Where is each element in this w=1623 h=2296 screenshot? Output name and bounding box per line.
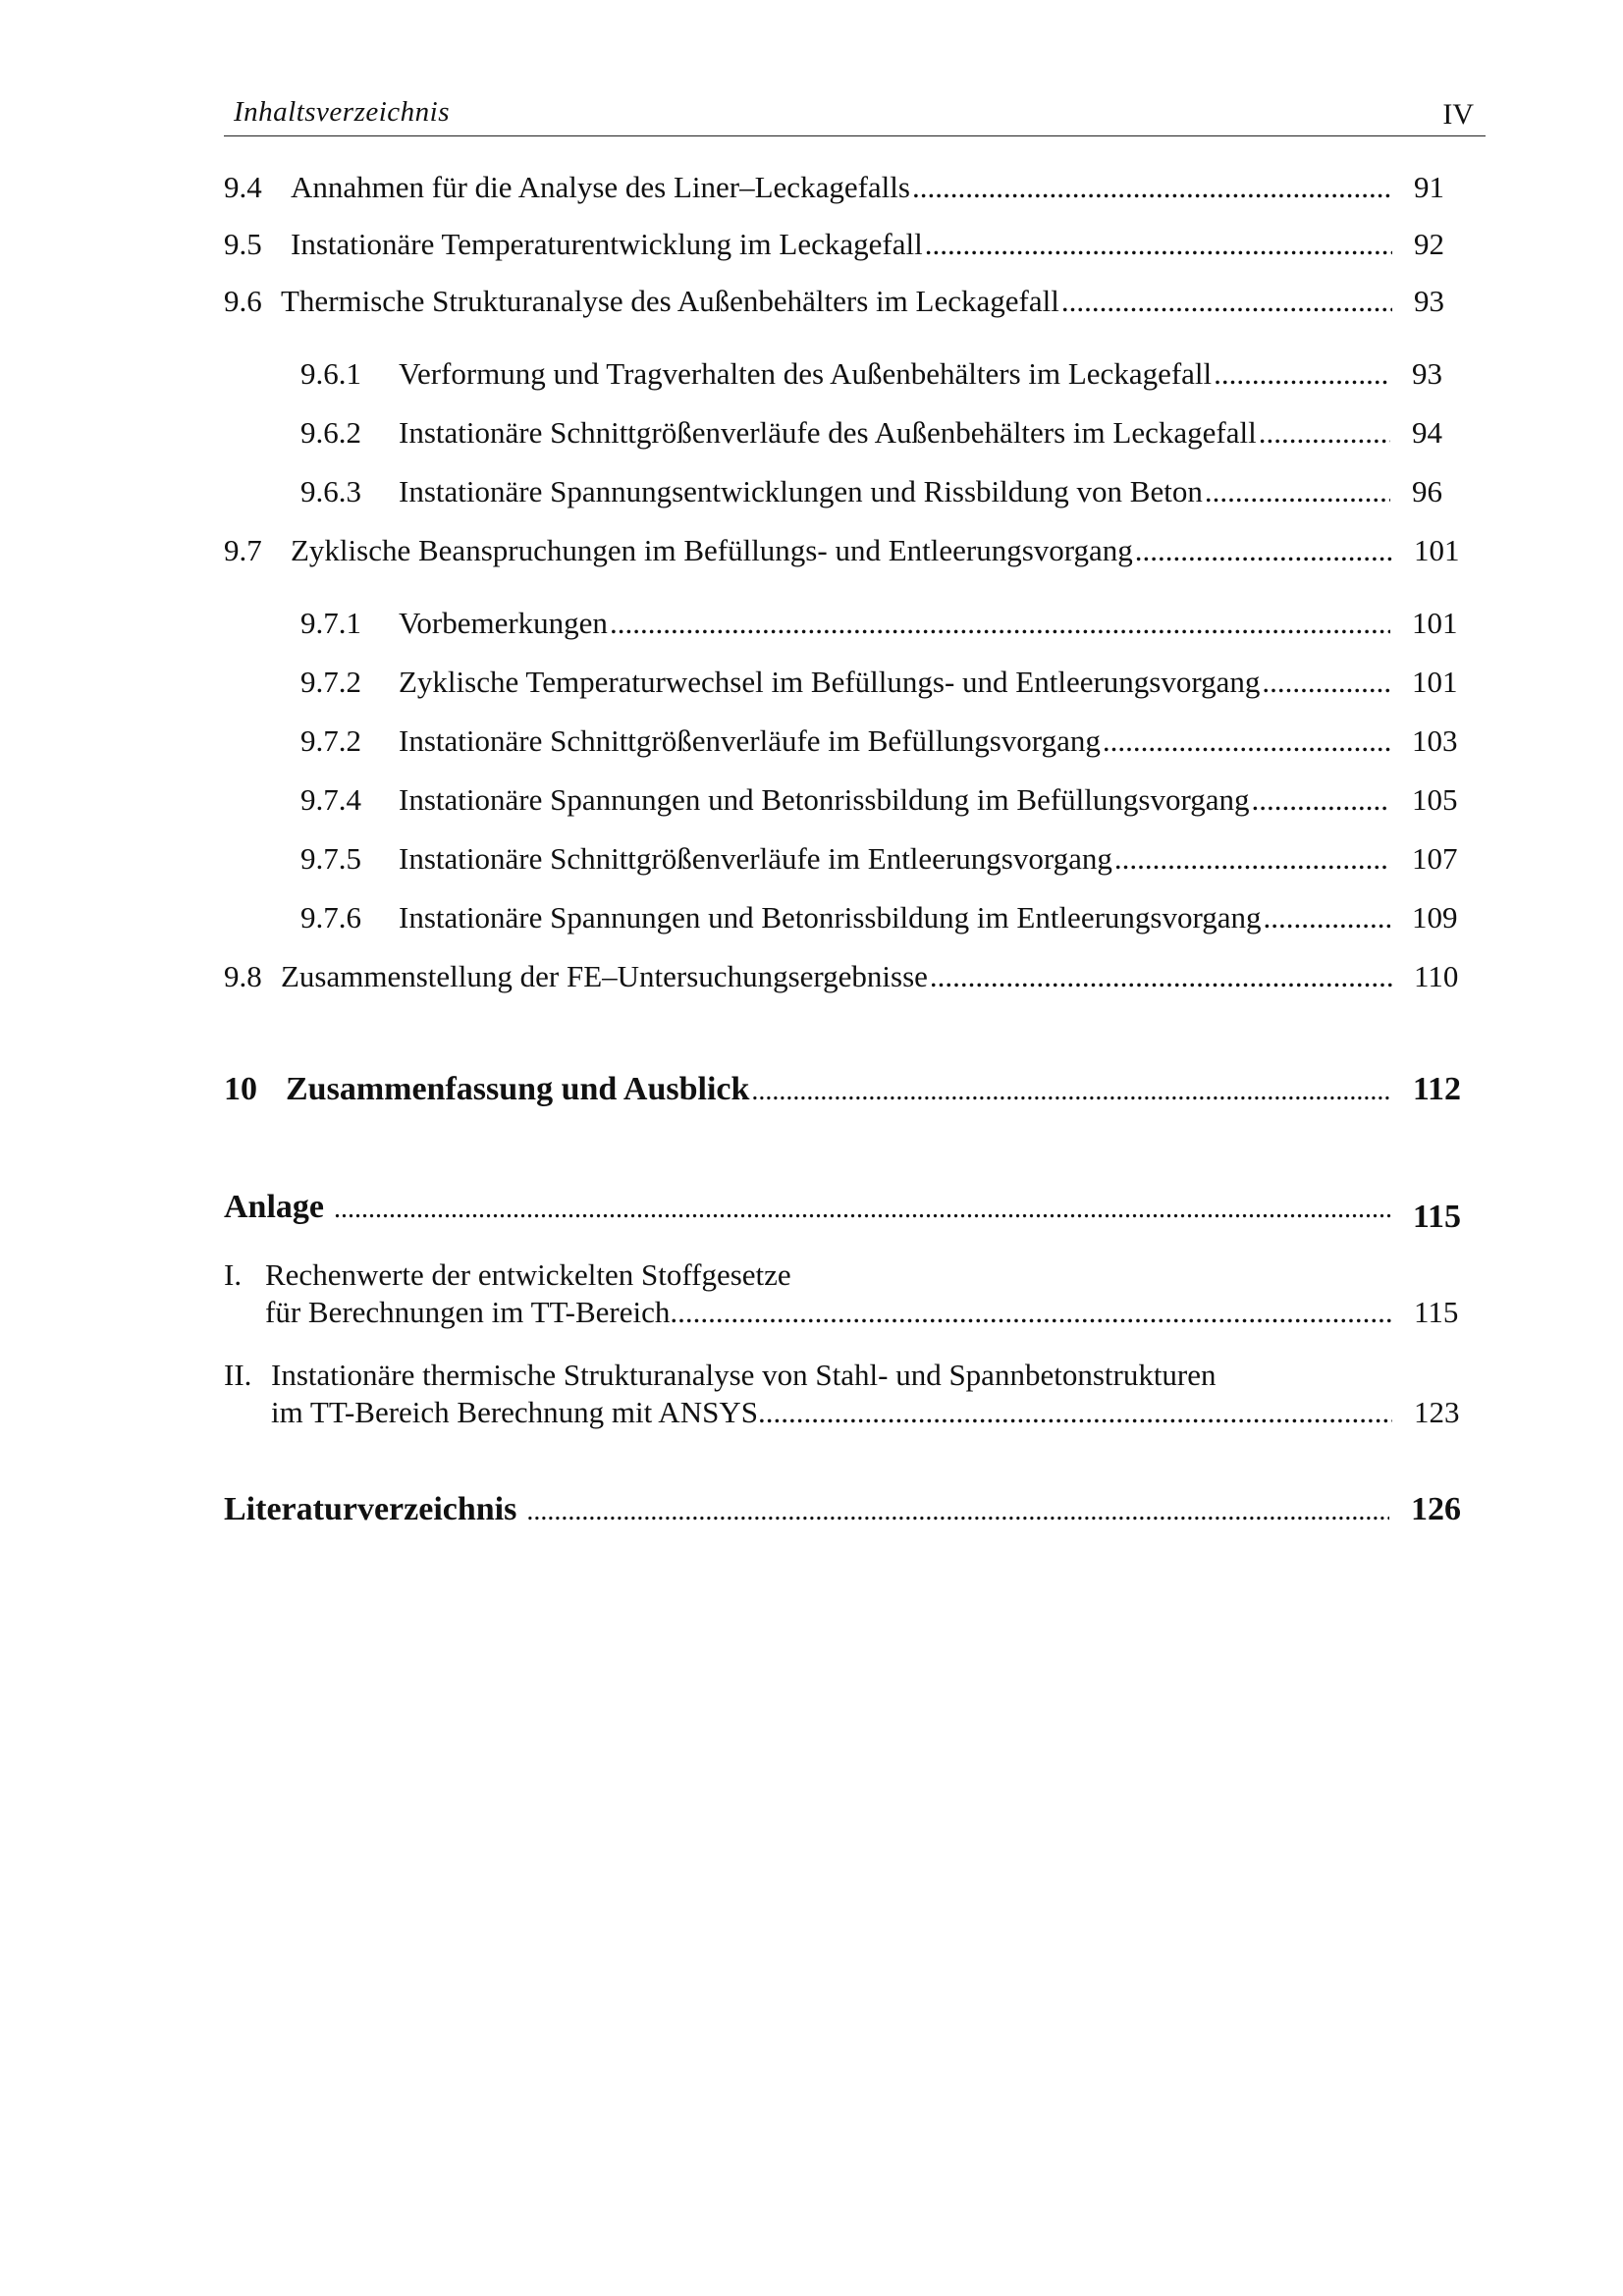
toc-anlage-item-line1: Instationäre thermische Strukturanalyse von Stahl- und Spannbetonstrukturen	[271, 1358, 1217, 1392]
toc-dot-leader	[1061, 283, 1392, 320]
toc-entry-title: Zusammenstellung der FE–Untersuchungsergebnisse	[281, 959, 928, 993]
toc-entry-page: 93	[1412, 356, 1442, 391]
toc-subentry[interactable]	[300, 473, 1459, 510]
toc-subentry[interactable]	[300, 781, 1459, 819]
toc-literatur-title: Literaturverzeichnis	[224, 1491, 517, 1527]
toc-anlage-title: Anlage	[224, 1189, 324, 1225]
toc-entry-title: Zyklische Beanspruchungen im Befüllungs- und Entleerungsvorgang	[291, 533, 1133, 567]
toc-entry-title: Instationäre Spannungen und Betonrissbildung im Entleerungsvorgang	[399, 900, 1262, 934]
toc-anlage-item[interactable]	[224, 1256, 1461, 1331]
toc-subentry[interactable]	[300, 414, 1459, 452]
toc-dot-leader	[334, 1188, 1391, 1231]
toc-entry-page: 92	[1414, 227, 1444, 261]
toc-dot-leader	[526, 1490, 1389, 1533]
toc-entry-number: 9.7	[224, 533, 262, 567]
toc-entry-title: Annahmen für die Analyse des Liner–Leckagefalls	[291, 170, 910, 204]
toc-entry-number: 9.7.6	[300, 900, 361, 934]
toc-entry-number: 9.7.2	[300, 665, 361, 699]
toc-entry-title: Instationäre Temperaturentwicklung im Leckagefall	[291, 227, 923, 261]
toc-chapter[interactable]	[224, 1068, 1461, 1111]
toc-subentry[interactable]	[300, 664, 1459, 701]
toc-entry-title: Thermische Strukturanalyse des Außenbehälters im Leckagefall	[281, 284, 1059, 318]
toc-entry-number: 9.8	[224, 959, 262, 993]
toc-dot-leader	[912, 169, 1392, 206]
toc-entry-page: 101	[1412, 606, 1458, 640]
toc-entry-title: Instationäre Schnittgrößenverläufe des Außenbehälters im Leckagefall	[399, 415, 1257, 450]
header-page-number: IV	[1442, 98, 1474, 131]
toc-entry-page: 94	[1412, 415, 1442, 450]
toc-anlage-item-number: II.	[224, 1358, 252, 1392]
toc-entry[interactable]	[224, 226, 1461, 263]
toc-entry-page: 101	[1414, 533, 1460, 567]
toc-dot-leader	[1135, 532, 1392, 569]
toc-chapter-number: 10	[224, 1071, 257, 1107]
toc-dot-leader	[1251, 781, 1390, 819]
toc-subentry[interactable]	[300, 355, 1459, 393]
toc-entry-page: 93	[1414, 284, 1444, 318]
toc-dot-leader	[930, 958, 1392, 995]
toc-anlage-item-page: 115	[1414, 1295, 1459, 1329]
toc-entry-number: 9.6	[224, 284, 262, 318]
toc-subentry[interactable]	[300, 605, 1459, 642]
toc-dot-leader	[925, 226, 1392, 263]
toc-anlage-item-line1: Rechenwerte der entwickelten Stoffgesetze	[265, 1257, 791, 1292]
toc-entry-page: 109	[1412, 900, 1458, 934]
toc-entry[interactable]	[224, 532, 1461, 569]
toc-dot-leader	[751, 1070, 1390, 1113]
toc-entry-page: 103	[1412, 723, 1458, 758]
toc-entry-title: Instationäre Spannungen und Betonrissbildung im Befüllungsvorgang	[399, 782, 1250, 817]
toc-chapter-title: Zusammenfassung und Ausblick	[286, 1071, 750, 1107]
toc-entry-number: 9.7.5	[300, 841, 361, 876]
toc-anlage-page: 115	[1412, 1199, 1461, 1235]
toc-entry[interactable]	[224, 958, 1461, 995]
toc-anlage-heading[interactable]	[224, 1186, 1461, 1235]
toc-entry-page: 101	[1412, 665, 1458, 699]
toc-dot-leader	[1103, 722, 1390, 760]
toc-entry-page: 107	[1412, 841, 1458, 876]
toc-dot-leader	[758, 1394, 1392, 1431]
toc-anlage-item-line2: im TT-Bereich Berechnung mit ANSYS	[271, 1395, 758, 1429]
toc-entry[interactable]	[224, 169, 1461, 206]
toc-entry-title: Verformung und Tragverhalten des Außenbehälters im Leckagefall	[399, 356, 1213, 391]
header-title: Inhaltsverzeichnis	[234, 96, 451, 128]
toc-entry[interactable]	[224, 283, 1461, 320]
toc-dot-leader	[610, 605, 1390, 642]
toc-entry-page: 91	[1414, 170, 1444, 204]
toc-entry-number: 9.4	[224, 170, 262, 204]
toc-literatur[interactable]	[224, 1488, 1461, 1531]
toc-entry-title: Instationäre Schnittgrößenverläufe im Entleerungsvorgang	[399, 841, 1112, 876]
toc-subentry[interactable]	[300, 840, 1459, 878]
toc-dot-leader	[1264, 899, 1391, 936]
toc-dot-leader	[1259, 414, 1390, 452]
toc-subentry[interactable]	[300, 899, 1459, 936]
toc-entry-number: 9.6.3	[300, 474, 361, 508]
toc-entry-number: 9.6.2	[300, 415, 361, 450]
toc-anlage-item-number: I.	[224, 1257, 243, 1292]
toc-anlage-item-line2: für Berechnungen im TT-Bereich	[265, 1295, 671, 1329]
toc-dot-leader	[670, 1294, 1392, 1331]
toc-dot-leader	[1214, 355, 1390, 393]
page-header	[224, 96, 1486, 136]
toc-literatur-page: 126	[1411, 1491, 1461, 1527]
toc-entry-number: 9.7.2	[300, 723, 361, 758]
toc-dot-leader	[1114, 840, 1390, 878]
toc-dot-leader	[1262, 664, 1390, 701]
toc-entry-number: 9.7.4	[300, 782, 361, 817]
toc-entry-page: 96	[1412, 474, 1442, 508]
toc-entry-page: 105	[1412, 782, 1458, 817]
toc-entry-title: Instationäre Schnittgrößenverläufe im Befüllungsvorgang	[399, 723, 1101, 758]
toc-anlage-item-page: 123	[1414, 1395, 1460, 1429]
toc-entry-title: Instationäre Spannungsentwicklungen und Rissbildung von Beton	[399, 474, 1203, 508]
toc-entry-number: 9.7.1	[300, 606, 361, 640]
toc-entry-number: 9.6.1	[300, 356, 361, 391]
toc-subentry[interactable]	[300, 722, 1459, 760]
toc-entry-title: Vorbemerkungen	[399, 606, 608, 640]
toc-dot-leader	[1205, 473, 1390, 510]
toc-entry-title: Zyklische Temperaturwechsel im Befüllungs- und Entleerungsvorgang	[399, 665, 1261, 699]
toc-entry-number: 9.5	[224, 227, 262, 261]
toc-entry-page: 110	[1414, 959, 1459, 993]
toc-anlage-item[interactable]	[224, 1357, 1461, 1431]
toc-chapter-page: 112	[1412, 1071, 1461, 1107]
